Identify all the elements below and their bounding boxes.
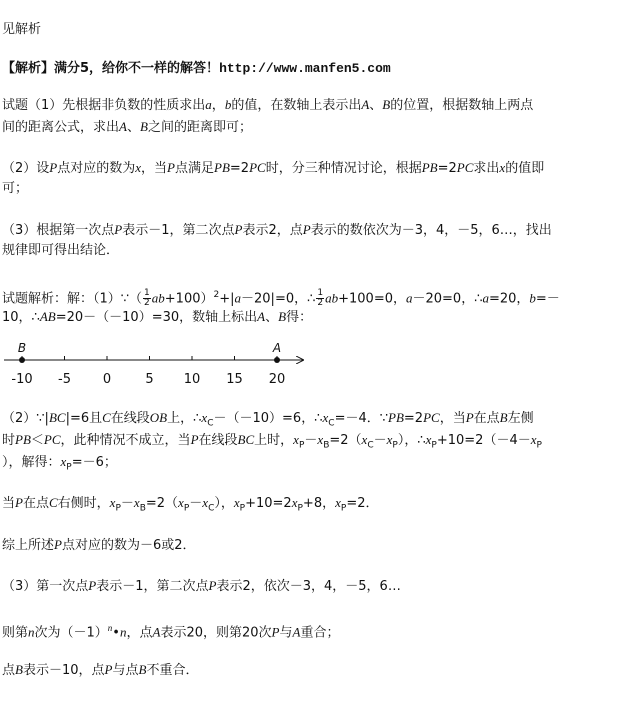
- tick-label: 0: [102, 372, 112, 387]
- tick-label: 5: [145, 372, 154, 387]
- analysis-url: http://www.manfen5.com: [219, 61, 391, 76]
- tick-label: 20: [268, 372, 286, 387]
- point-a: [274, 357, 280, 363]
- number-line: [0, 338, 310, 390]
- solution-part3-line2: 则第n次为$(-1)^n•n$，点A表示20，则第20次P与A重合；: [2, 623, 340, 641]
- solution-part2-line4: 当P在点C右侧时，$x_P-x_B=2(x_P-x_C)$，$x_P+10=2x_P+8$，$x_P=2$．: [2, 495, 379, 514]
- point-b: [19, 357, 25, 363]
- tick-label: -10: [11, 372, 33, 387]
- solution-line1: 试题解析：解：（1）∵（ $\frac{1}{2}$ ab+100）$^2$+|a－20|=0，∴ $\frac{1}{2}$ ab+100=0，a－20=0，∴a=20，b=－: [2, 288, 560, 309]
- solution-part3-line3: 点B表示－10，点P与点B不重合．: [2, 662, 199, 678]
- point-label-b: B: [17, 341, 27, 355]
- analysis-tag: 【解析】: [2, 61, 55, 76]
- tick-label: -5: [58, 372, 71, 387]
- solution-part2-line1: （2）∵|BC|=6且C在线段OB上，$\therefore x_C-(-10)=6$，$\therefore x_C=-4$．∵PB=2PC，当P在点B左侧: [2, 410, 534, 429]
- solution-line2: 10，∴AB=20－（－10）=30，数轴上标出A、B得：: [2, 309, 313, 325]
- point-label-a: A: [272, 341, 282, 355]
- shiti-label: 试题: [2, 98, 29, 113]
- tick-label: 10: [183, 372, 201, 387]
- analysis-slogan: 满分5，给你不一样的解答！: [54, 61, 220, 76]
- answer-ref: 见解析: [2, 22, 42, 37]
- shiti-p3-line2: 规律即可得出结论．: [2, 243, 120, 258]
- shiti-p3-line1: （3）根据第一次点P表示－1，第二次点P表示2，点P表示的数依次为－3，4，－5，6…，找出: [2, 222, 552, 238]
- shiti-p1-line1: 试题（1）先根据非负数的性质求出a，b的值，在数轴上表示出A、B的位置，根据数轴上两点: [2, 97, 534, 113]
- solution-part2-line2: 时PB＜PC，此种情况不成立，当P在线段BC上时，$x_P-x_B=2(x_C-x_P)$，$\therefore x_P+10=2(-4-x_P$: [2, 432, 542, 451]
- shiti-p2-line2: 可；: [2, 181, 29, 196]
- solution-part3-line1: （3）第一次点P表示－1，第二次点P表示2，依次－3，4，－5，6…: [2, 578, 401, 594]
- analysis-header: [2, 61, 391, 77]
- tick-label: 15: [226, 372, 243, 387]
- shiti-p1-line2: 间的距离公式，求出A、B之间的距离即可；: [2, 119, 252, 135]
- solution-part2-line3: ），解得：$x_P=-6$；: [2, 454, 117, 473]
- shiti-p2-line1: （2）设P点对应的数为x，当P点满足PB=2PC时，分三种情况讨论，根据PB=2PC求出x的值即: [2, 160, 545, 176]
- solution-part2-line5: 综上所述P点对应的数为－6或2．: [2, 537, 196, 553]
